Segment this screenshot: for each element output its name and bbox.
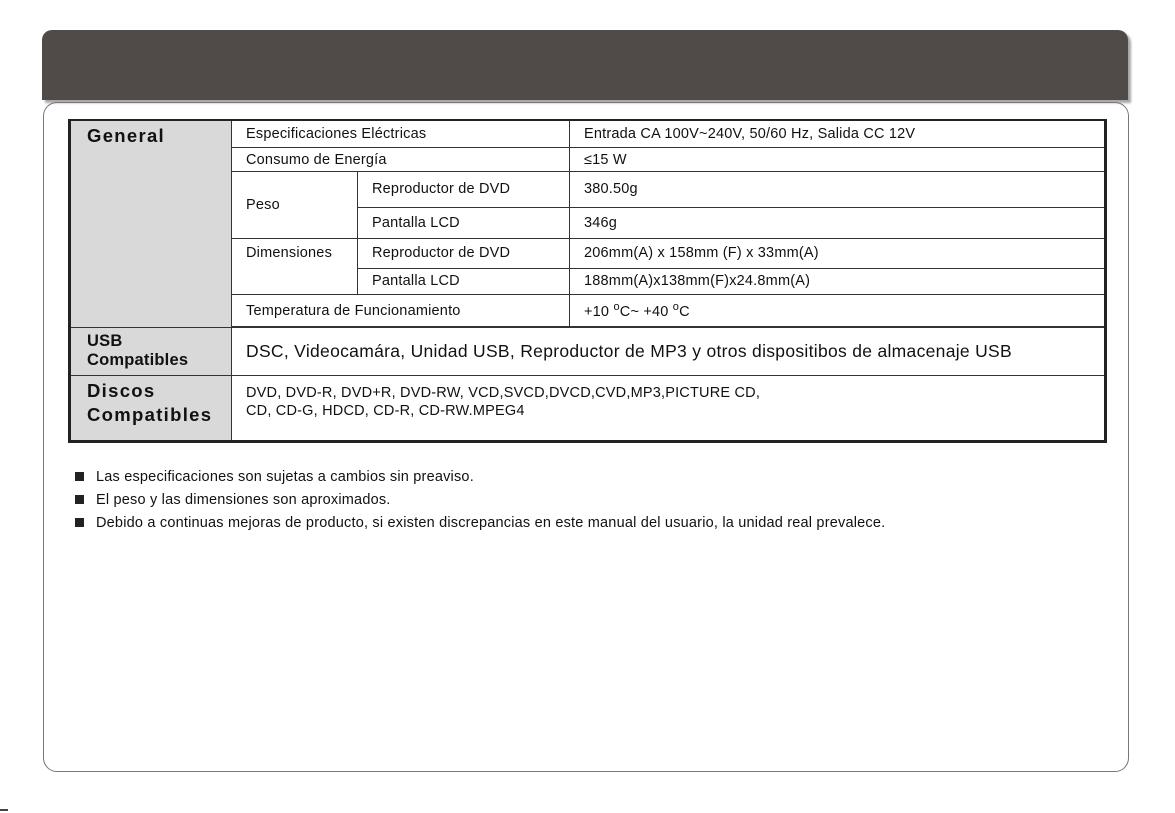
weight-lcd-label: Pantalla LCD xyxy=(358,207,570,238)
discs-cat-line1: Discos xyxy=(87,380,156,401)
weight-lcd-value: 346g xyxy=(570,207,1106,238)
spec-table xyxy=(68,119,1107,443)
power-label: Consumo de Energía xyxy=(232,147,570,171)
dim-dvd-label: Reproductor de DVD xyxy=(358,239,570,268)
category-discs xyxy=(70,376,232,442)
dim-lcd-value: 188mm(A)x138mm(F)x24.8mm(A) xyxy=(570,268,1106,294)
table-row xyxy=(70,376,1106,442)
table-row xyxy=(70,328,1106,376)
electrical-value: Entrada CA 100V~240V, 50/60 Hz, Salida CC 12V xyxy=(570,120,1106,147)
notes-list xyxy=(75,465,885,534)
discs-cat-line2: Compatibles xyxy=(87,404,213,426)
header-bar xyxy=(42,30,1128,100)
dim-lcd-label: Pantalla LCD xyxy=(358,268,570,294)
weight-dvd-value: 380.50g xyxy=(570,172,1106,207)
dim-dvd-value: 206mm(A) x 158mm (F) x 33mm(A) xyxy=(570,239,1106,268)
list-item xyxy=(75,488,885,511)
square-bullet-icon xyxy=(75,495,84,504)
weight-label: Peso xyxy=(232,172,358,239)
discs-value-line1: DVD, DVD-R, DVD+R, DVD-RW, VCD,SVCD,DVCD,CVD,MP3,PICTURE CD, xyxy=(246,385,761,401)
category-usb xyxy=(70,328,232,376)
weight-dvd-label: Reproductor de DVD xyxy=(358,172,570,207)
page-corner-mark xyxy=(0,809,8,811)
square-bullet-icon xyxy=(75,518,84,527)
note-text: Debido a continuas mejoras de producto, si existen discrepancias en este manual del usuario, la unidad real prevalece. xyxy=(96,514,886,531)
usb-cat-line1: USB xyxy=(87,332,123,351)
temp-label: Temperatura de Funcionamiento xyxy=(232,294,570,326)
temp-low: +10 xyxy=(584,304,610,321)
table-row xyxy=(70,120,1106,147)
square-bullet-icon xyxy=(75,472,84,481)
list-item xyxy=(75,465,885,488)
usb-cat-line2: Compatibles xyxy=(87,351,189,370)
list-item xyxy=(75,511,885,534)
discs-value-line2: CD, CD-G, HDCD, CD-R, CD-RW.MPEG4 xyxy=(246,403,525,419)
electrical-label: Especificaciones Eléctricas xyxy=(232,120,570,147)
temp-unit: C xyxy=(679,304,690,321)
note-text: Las especificaciones son sujetas a cambios sin preaviso. xyxy=(96,468,474,485)
dimensions-label: Dimensiones xyxy=(232,239,358,295)
usb-value: DSC, Videocamára, Unidad USB, Reproductor de MP3 y otros dispositibos de almacenaje USB xyxy=(232,328,1106,376)
discs-value xyxy=(232,376,1106,442)
note-text: El peso y las dimensiones son aproximados. xyxy=(96,491,391,508)
degree-symbol: o xyxy=(672,301,680,314)
temp-sep: ~ xyxy=(630,304,640,321)
degree-symbol: o xyxy=(613,301,620,314)
temp-high: +40 xyxy=(643,304,669,321)
temp-value xyxy=(570,294,1106,326)
category-general: General xyxy=(70,120,232,328)
power-value: ≤15 W xyxy=(570,147,1106,171)
temp-unit: C xyxy=(619,304,631,321)
